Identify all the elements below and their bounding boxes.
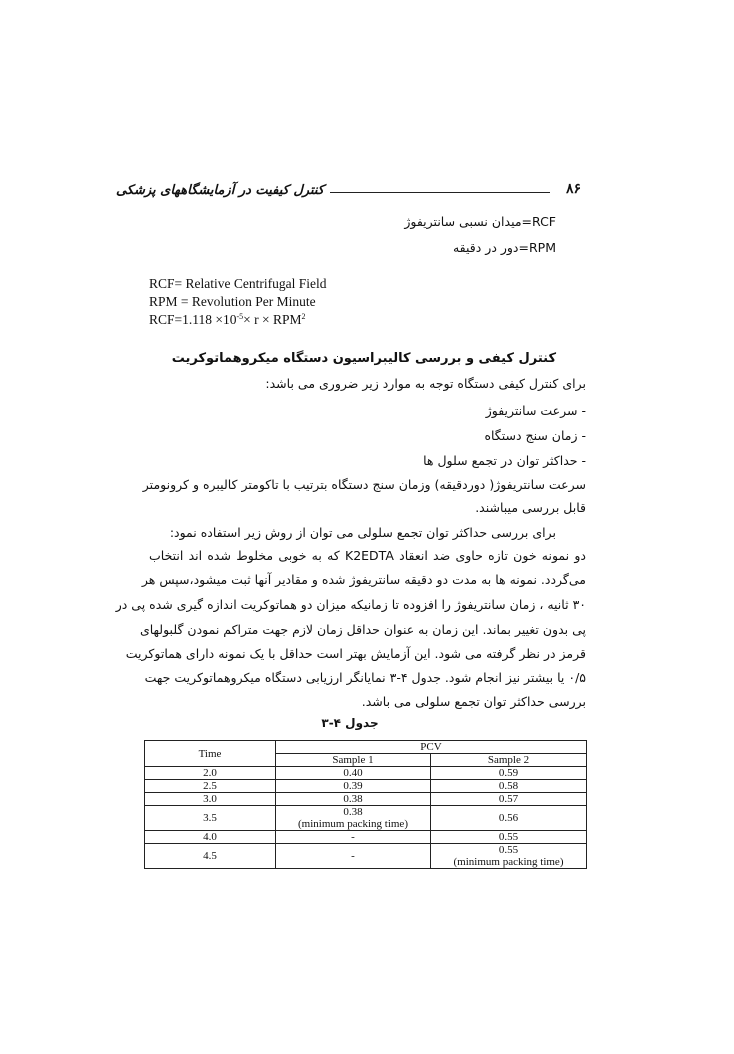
- paragraph-line: می‌گردد. نمونه ها به مدت دو دقیقه سانتریفوژ شده و مقادیر آنها ثبت میشود،سپس هر: [141, 572, 586, 587]
- header-sample-1: Sample 1: [276, 754, 431, 767]
- paragraph-line: ۳۰ ثانیه ، زمان سانتریفوژ را افزوده تا زمانیکه میزان دو هماتوکریت اندازه گیری شده پی در: [115, 597, 586, 612]
- header-pcv: PCV: [276, 741, 587, 754]
- cell-sample-2-note: (minimum packing time): [453, 856, 564, 868]
- cell-sample-2: [431, 806, 587, 831]
- cell-time-value: 2.0: [203, 767, 217, 779]
- paragraph-intro: برای بررسی حداکثر توان تجمع سلولی می توان از روش زیر استفاده نمود:: [169, 525, 556, 540]
- section-heading: کنترل کیفی و بررسی کالیبراسیون دستگاه میکروهماتوکریت: [171, 351, 556, 366]
- formula-prefix: RCF=1.118 ×10: [149, 312, 237, 327]
- paragraph-line: بررسی حداکثر توان تجمع سلولی می باشد.: [361, 694, 586, 709]
- table-row: [145, 844, 587, 869]
- cell-time: [145, 793, 276, 806]
- cell-sample-1: [276, 844, 431, 869]
- cell-time-value: 2.5: [203, 780, 217, 792]
- cell-sample-1-value: 0.38: [343, 806, 363, 818]
- section-intro: برای کنترل کیفی دستگاه توجه به موارد زیر ضروری می باشد:: [265, 376, 586, 391]
- formula-exponent-1: -5: [236, 312, 244, 321]
- cell-sample-1-value: 0.40: [343, 767, 363, 779]
- cell-time-value: 4.0: [203, 831, 217, 843]
- formula-middle: × r × RPM: [243, 312, 302, 327]
- table-caption: جدول ۴-۳: [321, 716, 379, 730]
- cell-time-value: 3.0: [203, 793, 217, 805]
- cell-sample-2-value: 0.57: [498, 793, 519, 805]
- table-row: [145, 831, 587, 844]
- definition-rcf: RCF=میدان نسبی سانتریفوژ: [404, 214, 556, 229]
- bullet-item: - سرعت سانتریفوژ: [485, 403, 586, 418]
- cell-time-value: 4.5: [203, 850, 217, 862]
- cell-sample-2-value: 0.55: [498, 831, 519, 843]
- cell-time: [145, 767, 276, 780]
- running-title: کنترل کیفیت در آزمایشگاههای پزشکی: [115, 183, 324, 198]
- cell-sample-2-value: 0.56: [498, 812, 519, 824]
- cell-sample-2: [431, 831, 587, 844]
- cell-sample-2: [431, 844, 587, 869]
- paragraph-line: پی بدون تغییر بماند. این زمان به عنوان حداقل زمان لازم جهت متراکم نمودن گلبولهای: [139, 622, 586, 637]
- cell-time: [145, 831, 276, 844]
- table-row: [145, 793, 587, 806]
- cell-sample-1: [276, 780, 431, 793]
- english-definition-rcf: RCF= Relative Centrifugal Field: [149, 276, 327, 291]
- paragraph-line: ۰/۵ یا بیشتر نیز انجام شود. جدول ۴-۳ نمایانگر ارزیابی دستگاه میکروهماتوکریت جهت: [144, 670, 586, 685]
- formula-exponent-2: 2: [301, 312, 306, 321]
- table-row: [145, 780, 587, 793]
- header-time: Time: [145, 741, 276, 767]
- cell-sample-1: [276, 831, 431, 844]
- cell-sample-1: [276, 767, 431, 780]
- cell-time: [145, 780, 276, 793]
- table-row: [145, 806, 587, 831]
- cell-sample-1: [276, 806, 431, 831]
- cell-sample-2: [431, 767, 587, 780]
- page-number: ۸۶: [566, 181, 582, 197]
- cell-sample-2-value: 0.58: [498, 780, 519, 792]
- bullet-item: - حداکثر توان در تجمع سلول ها: [423, 453, 586, 468]
- cell-sample-1: [276, 793, 431, 806]
- cell-sample-2-value: 0.55: [498, 844, 519, 856]
- rcf-formula: [149, 312, 306, 328]
- paragraph-line: قرمز در نظر گرفته می شود. این آزمایش بهتر است حداقل با یک نمونه دارای هماتوکریت: [125, 646, 586, 661]
- header-rule: [330, 192, 550, 193]
- cell-time-value: 3.5: [203, 812, 217, 824]
- bullet-item: - زمان سنج دستگاه: [484, 428, 586, 443]
- definition-rpm: RPM=دور در دقیقه: [452, 240, 556, 255]
- cell-sample-1-value: -: [351, 850, 355, 862]
- cell-time: [145, 844, 276, 869]
- cell-sample-2-value: 0.59: [498, 767, 519, 779]
- english-definition-rpm: RPM = Revolution Per Minute: [149, 294, 316, 309]
- paragraph-line: سرعت سانتریفوژ( دوردقیقه) وزمان سنج دستگاه بترتیب با تاکومتر کالیبره و کرونومتر: [142, 477, 586, 492]
- cell-sample-1-value: -: [351, 831, 355, 843]
- cell-sample-1-value: 0.39: [343, 780, 363, 792]
- cell-sample-1-value: 0.38: [343, 793, 363, 805]
- paragraph-line: قابل بررسی میباشند.: [475, 500, 586, 515]
- table-row: [145, 767, 587, 780]
- paragraph-line: دو نمونه خون تازه حاوی ضد انعقاد K2EDTA که به خوبی مخلوط شده اند انتخاب: [149, 548, 586, 563]
- cell-sample-2: [431, 780, 587, 793]
- cell-sample-1-note: (minimum packing time): [298, 818, 408, 830]
- pcv-table: [144, 740, 587, 869]
- cell-time: [145, 806, 276, 831]
- cell-sample-2: [431, 793, 587, 806]
- header-sample-2: Sample 2: [431, 754, 587, 767]
